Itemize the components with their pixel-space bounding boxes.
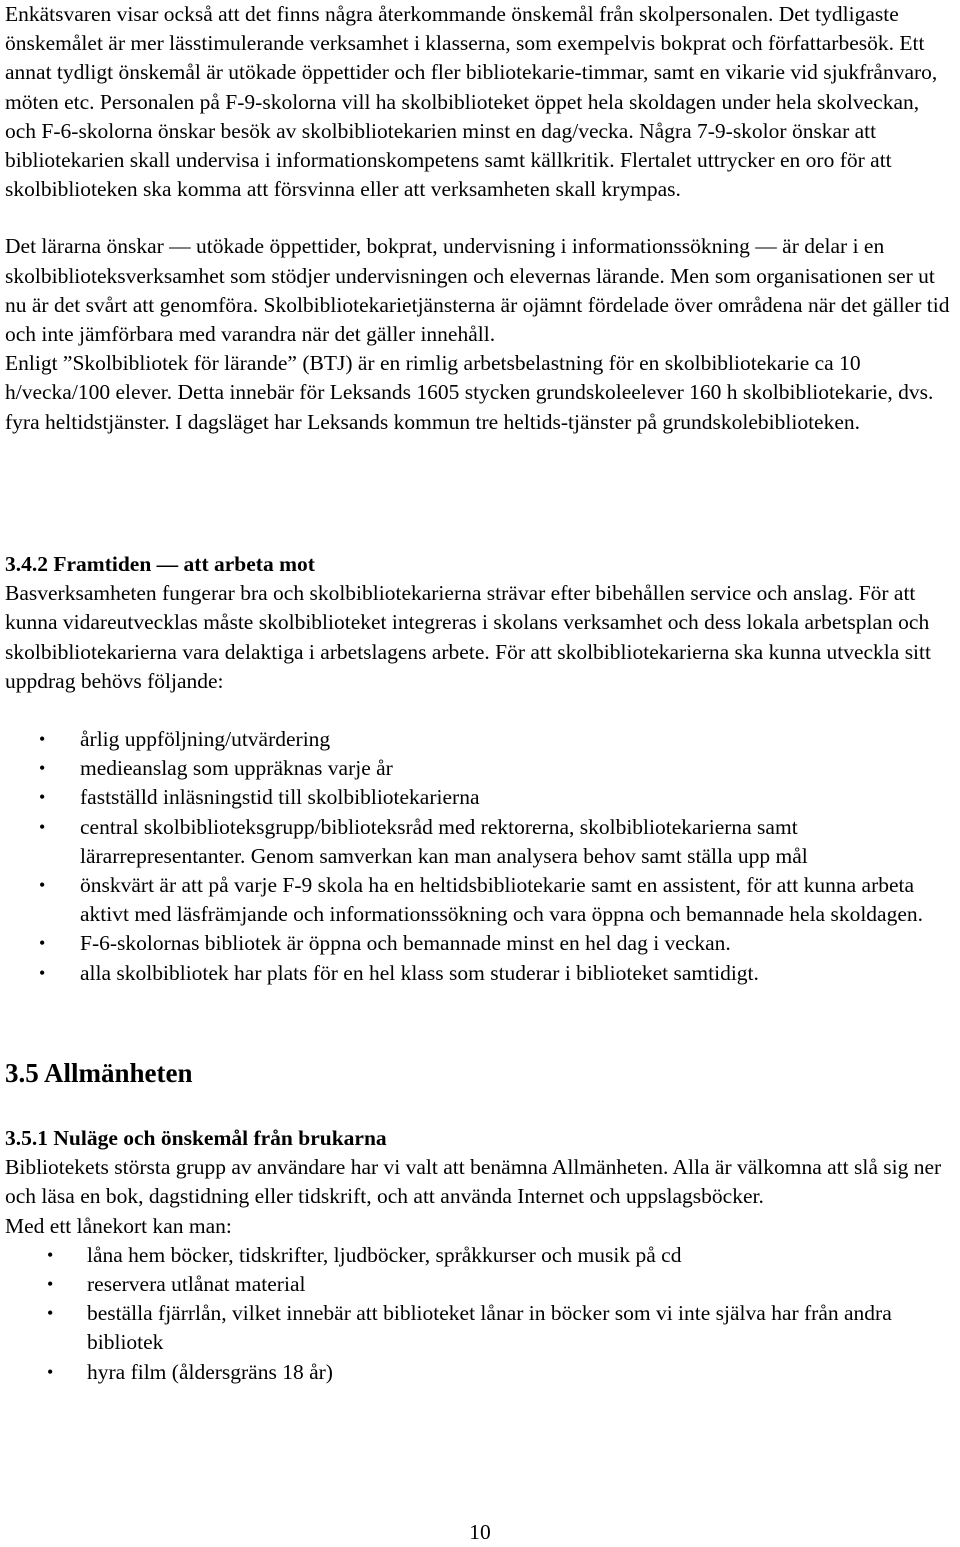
bullet-icon: •: [47, 1274, 54, 1295]
section-3-5-1-intro: Med ett lånekort kan man:: [5, 1213, 232, 1238]
intro-block: [5, 0, 950, 437]
bullet-icon: •: [47, 1303, 54, 1324]
list-item: • årlig uppföljning/utvärdering: [5, 725, 950, 754]
paragraph-survey-wishes: Enkätsvaren visar också att det finns några återkommande önskemål från skolpersonalen. Det tydligaste önskemålet är mer lässtimulerande verksamhet i klasserna, som exempelvis bokprat och författarbesök. Ett annat tydligt önskemål är utökade öppettider och fler bibliotekarie-timmar, samt en vikarie vid sjukfrånvaro, möten etc. Personalen på F-9-skolorna vill ha skolbiblioteket öppet hela skoldagen under hela skolveckan, och F-6-skolorna önskar besök av skolbibliotekarien minst en dag/vecka. Några 7-9-skolor önskar att bibliotekarien skall undervisa i informationskompetens samt källkritik. Flertalet uttrycker en oro för att skolbiblioteken ska komma att försvinna eller att verksamheten skall krympas.: [5, 2, 938, 202]
bullet-icon: •: [39, 875, 46, 896]
list-item: • central skolbiblioteksgrupp/biblioteksråd med rektorerna, skolbibliotekarierna samt lärarrepresentanter. Genom samverkan kan man analysera behov samt ställa upp mål: [39, 814, 808, 868]
bullet-icon: •: [47, 1361, 54, 1382]
section-3-4-2-heading: 3.4.2 Framtiden — att arbeta mot: [5, 552, 315, 576]
bullet-icon: •: [39, 787, 46, 808]
bullet-icon: •: [39, 933, 46, 954]
section-3-5-1-text: Bibliotekets största grupp av användare har vi valt att benämna Allmänheten. Alla är välkomna att slå sig ner och läsa en bok, dagstidning eller tidskrift, och att använda Internet och uppslagsböcker.: [5, 1155, 942, 1209]
paragraph-btj-workload: Enligt ”Skolbibliotek för lärande” (BTJ) är en rimlig arbetsbelastning för en skolbibliotekarie ca 10 h/vecka/100 elever. Detta innebär för Leksands 1605 stycken grundskoleelever 160 h skolbibliotekarie, dvs. fyra heltidstjänster. I dagsläget har Leksands kommun tre heltids-tjänster på grundskolebiblioteken.: [5, 351, 934, 434]
list-item: • önskvärt är att på varje F-9 skola ha en heltidsbibliotekarie samt en assistent, för att kunna arbeta aktivt med läsfrämjande och informationssökning och vara öppna och bemannade hela skoldagen.: [39, 873, 924, 927]
list-item: • alla skolbibliotek har plats för en hel klass som studerar i biblioteket samtidigt.: [5, 959, 950, 988]
list-item: • hyra film (åldersgräns 18 år): [5, 1358, 950, 1387]
list-item: • låna hem böcker, tidskrifter, ljudböcker, språkkurser och musik på cd: [5, 1241, 950, 1270]
list-item: • medieanslag som uppräknas varje år: [5, 754, 950, 783]
section-3-5-1-heading: 3.5.1 Nuläge och önskemål från brukarna: [5, 1126, 387, 1150]
list-item: • F-6-skolornas bibliotek är öppna och bemannade minst en hel dag i veckan.: [5, 929, 950, 958]
bullet-icon: •: [39, 758, 46, 779]
section-3-5: [5, 1057, 950, 1089]
library-card-list: [5, 1241, 950, 1387]
paragraph-teacher-wishes: Det lärarna önskar — utökade öppettider, bokprat, undervisning i informationssökning — är delar i en skolbiblioteksverksamhet som stödjer undervisningen och elevernas lärande. Men som organisationen ser ut nu är det svårt att genomföra. Skolbibliotekarietjänsterna är ojämnt fördelade över områdena när det gäller tid och inte jämförbara med varandra när det gäller innehåll.: [5, 234, 950, 347]
list-item: • fastställd inläsningstid till skolbibliotekarierna: [5, 783, 950, 812]
future-needs-list: [5, 725, 950, 988]
section-3-5-1: [5, 1124, 950, 1387]
bullet-icon: •: [39, 729, 46, 750]
bullet-icon: •: [47, 1244, 54, 1265]
bullet-icon: •: [39, 962, 46, 983]
section-3-4-2: [5, 550, 950, 988]
list-item: • reservera utlånat material: [5, 1270, 950, 1299]
list-item: • beställa fjärrlån, vilket innebär att biblioteket lånar in böcker som vi inte själva har från andra bibliotek: [47, 1301, 892, 1355]
bullet-icon: •: [39, 816, 46, 837]
section-3-4-2-text: Basverksamheten fungerar bra och skolbibliotekarierna strävar efter bibehållen service och anslag. För att kunna vidareutvecklas måste skolbiblioteket integreras i skolans verksamhet och dess lokala arbetsplan och skolbibliotekarierna vara delaktiga i arbetslagens arbete. För att skolbibliotekarierna ska kunna utveckla sitt uppdrag behövs följande:: [5, 581, 931, 693]
section-3-5-heading: 3.5 Allmänheten: [5, 1058, 193, 1088]
page-number: 10: [469, 1520, 491, 1544]
